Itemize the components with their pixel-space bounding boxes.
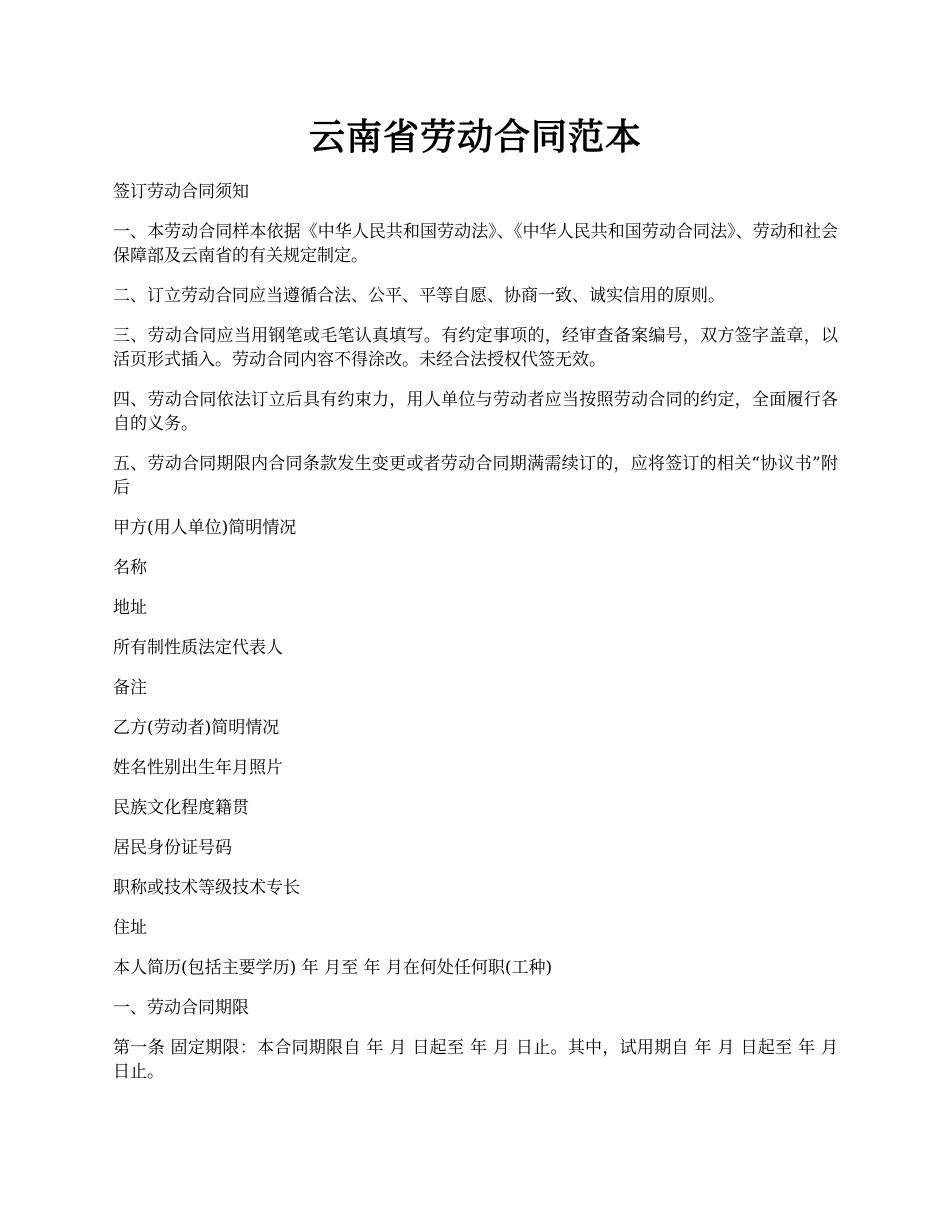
paragraph-notice-3: 三、劳动合同应当用钢笔或毛笔认真填写。有约定事项的，经审查备案编号，双方签字盖章，以活页形式插入。劳动合同内容不得涂改。未经合法授权代签无效。 (113, 326, 838, 370)
paragraph-notice-4: 四、劳动合同依法订立后具有约束力，用人单位与劳动者应当按照劳动合同的约定，全面履行各自的义务。 (113, 390, 838, 434)
document-body (113, 180, 838, 1084)
paragraph-party-b-name: 姓名性别出生年月照片 (113, 758, 283, 778)
paragraph-article-1: 第一条 固定期限：本合同期限自 年 月 日起至 年 月 日止。其中，试用期自 年 月 日起至 年 月 日止。 (113, 1038, 838, 1082)
paragraph-party-a-ownership: 所有制性质法定代表人 (113, 638, 283, 658)
paragraph-party-b-address: 住址 (113, 918, 147, 938)
paragraph-party-a-address: 地址 (113, 598, 147, 618)
paragraph-party-a-heading: 甲方(用人单位)简明情况 (113, 518, 297, 538)
paragraph-notice-1: 一、本劳动合同样本依据《中华人民共和国劳动法》、《中华人民共和国劳动合同法》、劳动和社会保障部及云南省的有关规定制定。 (113, 222, 838, 266)
paragraph-party-a-remarks: 备注 (113, 678, 147, 698)
paragraph-party-b-heading: 乙方(劳动者)简明情况 (113, 718, 280, 738)
paragraph-section-term-heading: 一、劳动合同期限 (113, 998, 249, 1018)
paragraph-party-a-name: 名称 (113, 558, 147, 578)
paragraph-notice-heading: 签订劳动合同须知 (113, 182, 249, 202)
paragraph-notice-5: 五、劳动合同期限内合同条款发生变更或者劳动合同期满需续订的，应将签订的相关“协议书”附后 (113, 454, 838, 498)
paragraph-notice-2: 二、订立劳动合同应当遵循合法、公平、平等自愿、协商一致、诚实信用的原则。 (113, 286, 725, 306)
paragraph-party-b-title: 职称或技术等级技术专长 (113, 878, 300, 898)
paragraph-party-b-resume: 本人简历(包括主要学历) 年 月至 年 月在何处任何职(工种) (113, 958, 553, 978)
document-title: 云南省劳动合同范本 (308, 116, 642, 158)
paragraph-party-b-id-number: 居民身份证号码 (113, 838, 232, 858)
paragraph-party-b-ethnicity: 民族文化程度籍贯 (113, 798, 249, 818)
